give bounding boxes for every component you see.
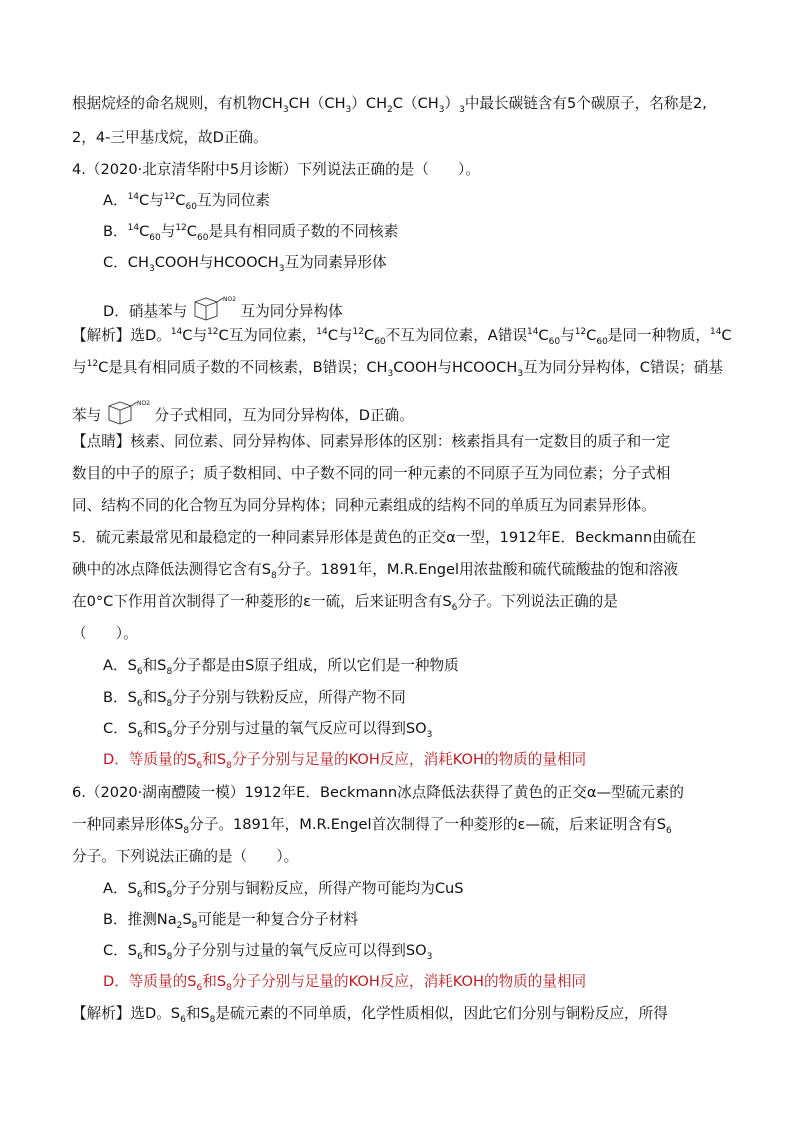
text-line: 根据烷烃的命名规则，有机物$CH_3CH(CH_3)CH_2C(CH_3)_3$中最长碳链含有5个碳原子，名称是2, — [72, 95, 707, 115]
q5-option-d-answer: D．等质量的$S_6$和$S_8$分子分别与足量的KOH反应，消耗KOH的物质的量相同 — [103, 751, 587, 771]
svg-text:NO2: NO2 — [136, 400, 150, 407]
question-5-stem: 在0°C下作用首次制得了一种菱形的ε一硫，后来证明含有$S_6$分子。下列说法正确的是 — [72, 593, 618, 613]
q6-option-a: A．$S_6$和$S_8$分子分别与铜粉反应，所得产物可能均为CuS — [103, 880, 464, 900]
nitro-cubane-icon — [106, 400, 150, 426]
q5-option-c: C．$S_6$和$S_8$分子分别与过量的氧气反应可以得到$SO_3$ — [103, 720, 433, 740]
analysis-line: 苯与 NO2 分子式相同，互为同分异构体，D正确。 — [72, 400, 414, 424]
note-line: 数目的中子的原子；质子数相同、中子数不同的同一种元素的不同原子互为同位素；分子式相 — [72, 465, 671, 482]
question-5-stem: 5．硫元素最常见和最稳定的一种同素异形体是黄色的正交α一型，1912年E．Beckmann由硫在 — [72, 529, 696, 546]
question-6-stem: 分子。下列说法正确的是（ ）。 — [72, 848, 299, 865]
q4-option-b: B．$^{14}C_{60}$与$^{12}C_{60}$是具有相同质子数的不同核素 — [103, 223, 399, 243]
analysis-line: 【解析】选D。$S_6$和$S_8$是硫元素的不同单质，化学性质相似，因此它们分别与铜粉反应，所得 — [72, 1005, 668, 1025]
q4-option-a: A．$^{14}$C与$^{12}C_{60}$互为同位素 — [103, 192, 270, 212]
q4-option-d: D．硝基苯与 NO2 互为同分异构体 — [103, 296, 343, 320]
q5-option-a: A．$S_6$和$S_8$分子都是由S原子组成，所以它们是一种物质 — [103, 657, 459, 677]
q4-option-c: C．$CH_3COOH$与$HCOOCH_3$互为同素异形体 — [103, 254, 387, 274]
question-5-stem: 碘中的冰点降低法测得它含有$S_8$分子。1891年，M.R.Engel用浓盐酸和硫代硫酸盐的饱和溶液 — [72, 561, 678, 581]
question-4-stem: 4.（2020·北京清华附中5月诊断）下列说法正确的是（ ）。 — [72, 161, 480, 178]
question-6-stem: 6.（2020·湖南醴陵一模）1912年E．Beckmann冰点降低法获得了黄色的正交α—型硫元素的 — [72, 784, 685, 801]
nitro-cubane-icon — [192, 296, 236, 322]
text-line: 2，4-三甲基戊烷，故D正确。 — [72, 129, 268, 146]
question-5-stem: （ ）。 — [72, 625, 138, 642]
question-6-stem: 一种同素异形体$S_8$分子。1891年，M.R.Engel首次制得了一种菱形的ε—硫，后来证明含有$S_6$ — [72, 816, 672, 836]
svg-text:NO2: NO2 — [222, 296, 236, 303]
q6-option-b: B．推测$Na_2S_8$可能是一种复合分子材料 — [103, 911, 358, 931]
analysis-line: 【解析】选D。$^{14}$C与$^{12}$C互为同位素，$^{14}$C与$^{12}C_{60}$不互为同位素，A错误$^{14}C_{60}$与$^{12}C_{60}$是同一种物质，$^{14}$C — [72, 327, 732, 347]
q6-option-d-answer: D．等质量的$S_6$和$S_8$分子分别与足量的KOH反应，消耗KOH的物质的量相同 — [103, 973, 587, 993]
analysis-line: 与$^{12}$C是具有相同质子数的不同核素，B错误；$CH_3COOH$与$HCOOCH_3$互为同分异构体，C错误；硝基 — [72, 359, 723, 379]
note-line: 【点睛】核素、同位素、同分异构体、同素异形体的区别：核素指具有一定数目的质子和一定 — [72, 433, 671, 450]
q5-option-b: B．$S_6$和$S_8$分子分别与铁粉反应，所得产物不同 — [103, 689, 406, 709]
note-line: 同、结构不同的化合物互为同分异构体；同种元素组成的结构不同的单质互为同素异形体。 — [72, 497, 656, 514]
q6-option-c: C．$S_6$和$S_8$分子分别与过量的氧气反应可以得到$SO_3$ — [103, 942, 433, 962]
